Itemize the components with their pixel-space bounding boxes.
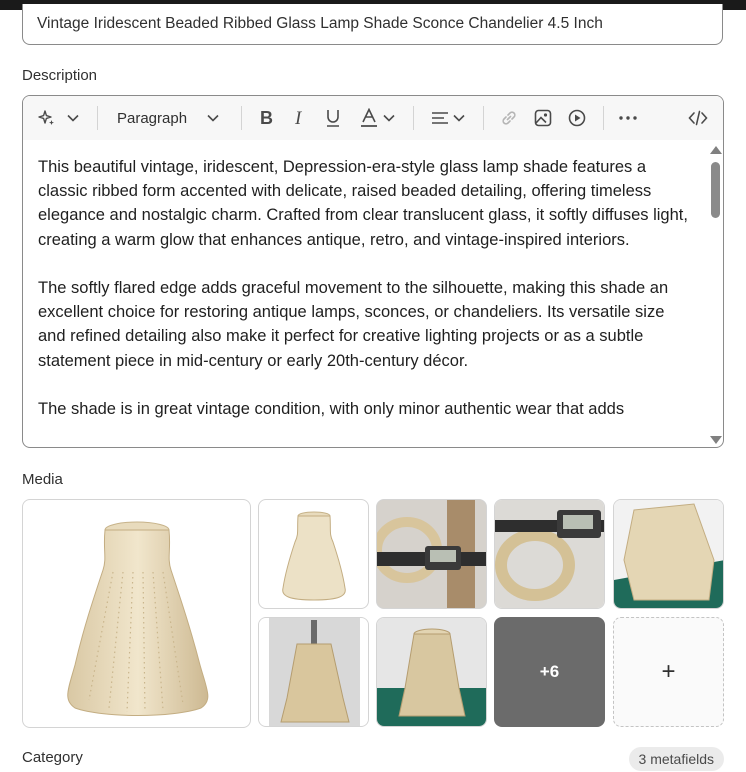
italic-icon[interactable] (289, 96, 311, 140)
media-thumbnail[interactable] (376, 499, 487, 609)
chevron-down-icon (207, 114, 219, 122)
code-icon[interactable] (685, 96, 711, 140)
description-paragraph: The softly flared edge adds graceful movement to the silhouette, making this shade an excellent choice for restoring antique lamps, sconces, or chandeliers. Its versatile size and refined detailing also make it perfect for creative lighting projects or as a subtle statement piece in mid-century or early 20th-century décor. (38, 279, 669, 370)
lamp-shade-image (259, 500, 369, 609)
bold-icon[interactable] (255, 96, 277, 140)
description-editor[interactable] (22, 95, 724, 448)
metafields-badge[interactable]: 3 metafields (629, 747, 724, 771)
toolbar-divider (97, 106, 98, 130)
scroll-up-icon[interactable] (710, 146, 722, 154)
editor-scrollbar[interactable] (707, 140, 723, 448)
lamp-shade-image (377, 618, 487, 727)
media-label: Media (22, 471, 63, 488)
image-icon[interactable] (532, 96, 554, 140)
scroll-down-icon[interactable] (710, 436, 722, 444)
title-input[interactable]: Vintage Iridescent Beaded Ribbed Glass Lamp Shade Sconce Chandelier 4.5 Inch (22, 4, 723, 45)
more-icon[interactable] (616, 96, 640, 140)
toolbar-divider (483, 106, 484, 130)
svg-text:B: B (260, 109, 273, 127)
media-thumbnail[interactable] (494, 499, 605, 609)
measurement-image (377, 500, 487, 609)
media-thumbnail[interactable] (258, 499, 369, 609)
underline-icon[interactable] (322, 96, 344, 140)
editor-toolbar (23, 96, 723, 140)
format-select-value: Paragraph (117, 109, 188, 127)
description-paragraph: The shade is in great vintage condition, with only minor authentic wear that adds (38, 400, 625, 418)
lamp-shade-image (259, 618, 369, 727)
toolbar-divider (241, 106, 242, 130)
description-paragraph: This beautiful vintage, iridescent, Depression-era-style glass lamp shade features a classic ribbed form accented with delicate, raised beaded detailing, offering timeless elegance and nostalgic charm. Crafted from clear translucent glass, it softly diffuses light, creating a warm glow that enhances antique, retro, and vintage-inspired interiors. (38, 158, 688, 249)
more-media-button[interactable] (494, 617, 605, 727)
toolbar-divider (603, 106, 604, 130)
toolbar-divider (413, 106, 414, 130)
chevron-down-icon[interactable] (381, 96, 397, 140)
media-thumbnail[interactable] (613, 499, 724, 609)
text-color-icon[interactable] (358, 96, 380, 140)
description-label: Description (22, 67, 98, 84)
format-select[interactable] (117, 96, 237, 140)
link-icon[interactable] (498, 96, 520, 140)
ai-sparkle-icon[interactable] (35, 96, 59, 140)
media-thumbnail[interactable] (376, 617, 487, 727)
align-icon[interactable] (429, 96, 451, 140)
media-thumbnail-main[interactable] (22, 499, 251, 728)
description-content[interactable] (23, 140, 709, 448)
chevron-down-icon[interactable] (63, 96, 83, 140)
svg-text:I: I (295, 109, 302, 127)
scroll-thumb[interactable] (711, 162, 720, 218)
measurement-image (495, 500, 605, 609)
more-media-count: +6 (539, 662, 560, 681)
plus-icon: + (661, 658, 676, 685)
lamp-shade-image (614, 500, 724, 609)
media-thumbnail[interactable] (258, 617, 369, 727)
video-icon[interactable] (566, 96, 588, 140)
lamp-shade-image (23, 500, 251, 728)
add-media-button[interactable] (613, 617, 724, 727)
chevron-down-icon[interactable] (451, 96, 467, 140)
category-label: Category (22, 749, 83, 766)
